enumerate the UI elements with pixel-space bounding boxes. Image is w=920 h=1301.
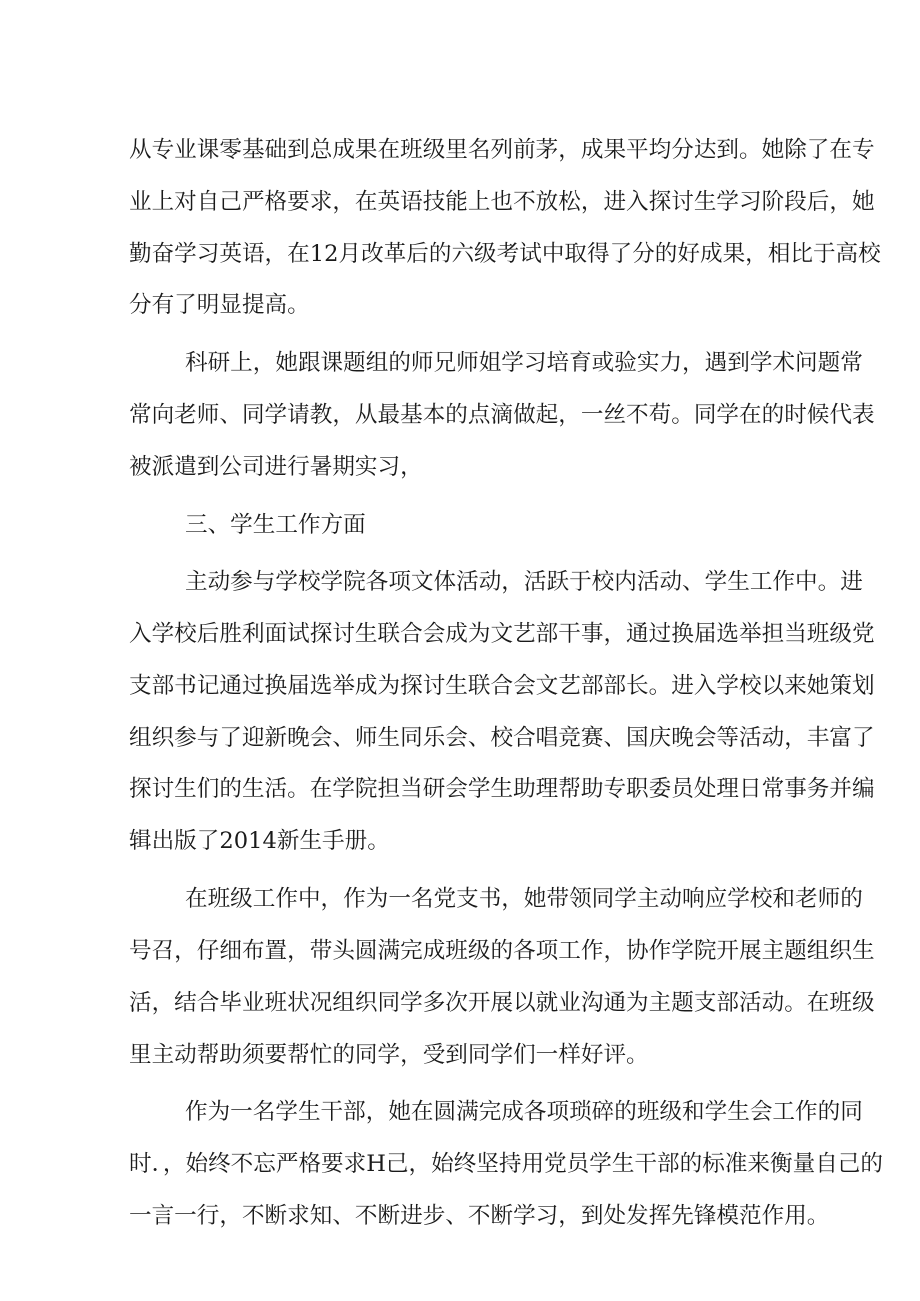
paragraph-4-line-1: 在班级工作中，作为一名党支书，她带领同学主动响应学校和老师的 bbox=[185, 886, 863, 912]
paragraph-4-line-3: 活，结合毕业班状况组织同学多次开展以就业沟通为主题支部活动。在班级 bbox=[129, 990, 875, 1016]
paragraph-3-line-5: 探讨生们的生活。在学院担当研会学生助理帮助专职委员处理日常事务并编 bbox=[129, 776, 875, 802]
paragraph-5-line-3: 一言一行，不断求知、不断进步、不断学习，到处发挥先锋模范作用。 bbox=[129, 1203, 830, 1229]
paragraph-3-line-3: 支部书记通过换届选举成为探讨生联合会文艺部部长。进入学校以来她策划 bbox=[129, 673, 875, 699]
paragraph-3-line-4: 组织参与了迎新晚会、师生同乐会、校合唱竞赛、国庆晚会等活动，丰富了 bbox=[129, 725, 875, 751]
paragraph-2-line-3: 被派遣到公司进行暑期实习， bbox=[129, 454, 423, 480]
section-heading: 三、学生工作方面 bbox=[185, 512, 366, 538]
paragraph-3-line-6: 辑出版了2014新生手册。 bbox=[129, 828, 390, 854]
paragraph-1-line-1: 从专业课零基础到总成果在班级里名列前茅，成果平均分达到。她除了在专 bbox=[129, 137, 875, 163]
paragraph-1-line-4: 分有了明显提高。 bbox=[129, 292, 310, 318]
paragraph-1-line-3: 勤奋学习英语，在12月改革后的六级考试中取得了分的好成果，相比于高校 bbox=[129, 241, 881, 267]
paragraph-1-line-2: 业上对自己严格要求，在英语技能上也不放松，进入探讨生学习阶段后，她 bbox=[129, 189, 875, 215]
paragraph-2-line-2: 常向老师、同学请教，从最基本的点滴做起，一丝不苟。同学在的时候代表 bbox=[129, 402, 875, 428]
paragraph-4-line-4: 里主动帮助须要帮忙的同学，受到同学们一样好评。 bbox=[129, 1042, 649, 1068]
paragraph-5-line-2: 时．，始终不忘严格要求H己，始终坚持用党员学生干部的标准来衡量自己的 bbox=[129, 1151, 883, 1177]
paragraph-2-line-1: 科研上，她跟课题组的师兄师姐学习培育或验实力，遇到学术问题常 bbox=[185, 350, 863, 376]
paragraph-4-line-2: 号召，仔细布置，带头圆满完成班级的各项工作，协作学院开展主题组织生 bbox=[129, 938, 875, 964]
paragraph-3-line-1: 主动参与学校学院各项文体活动，活跃于校内活动、学生工作中。进 bbox=[185, 569, 863, 595]
paragraph-5-line-1: 作为一名学生干部，她在圆满完成各项琐碎的班级和学生会工作的同 bbox=[185, 1099, 863, 1125]
paragraph-3-line-2: 入学校后胜利面试探讨生联合会成为文艺部干事，通过换届选举担当班级党 bbox=[129, 621, 875, 647]
